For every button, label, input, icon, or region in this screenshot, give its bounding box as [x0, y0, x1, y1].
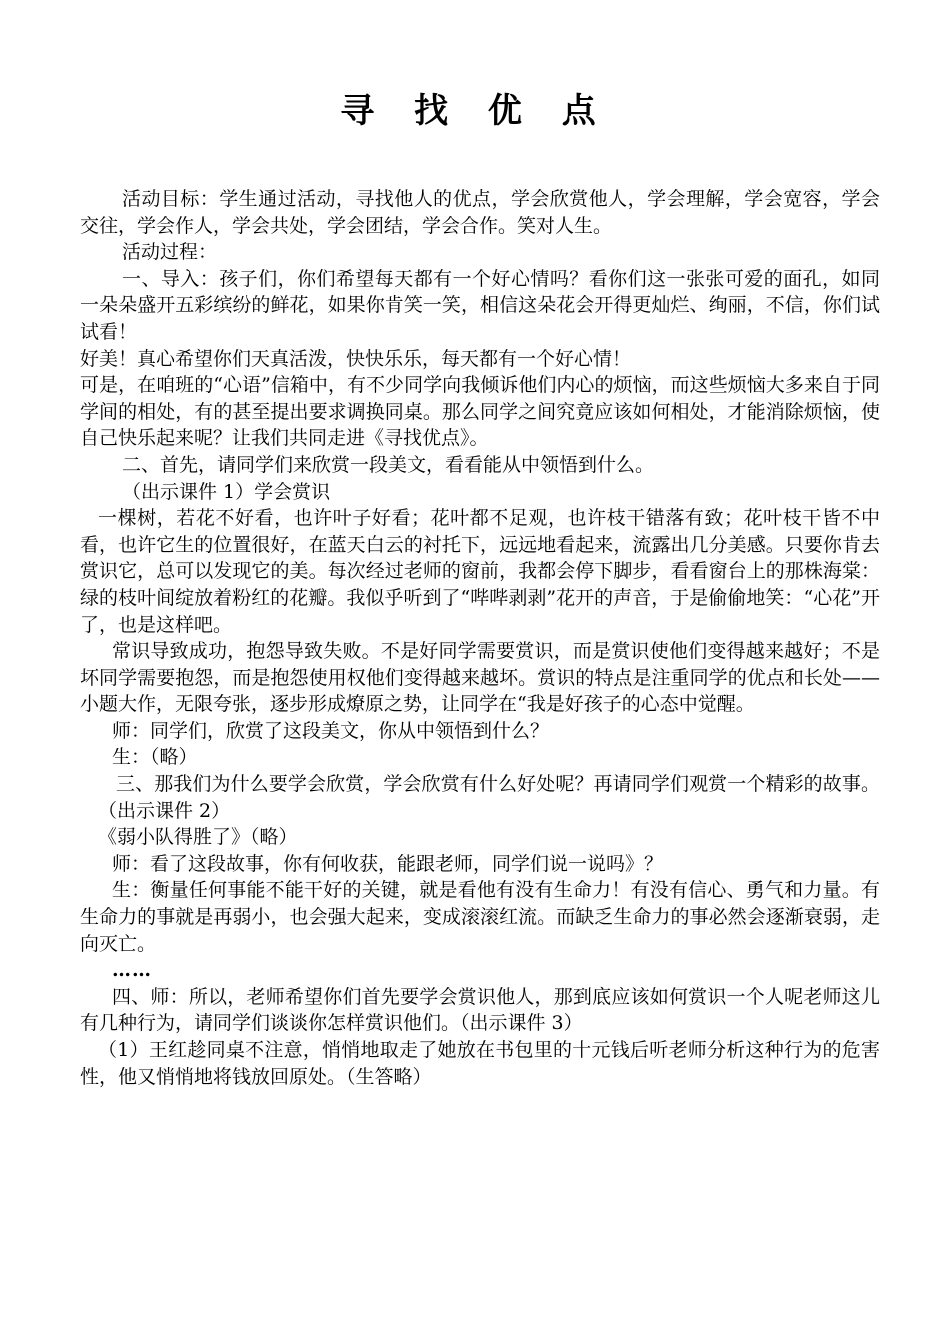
- paragraph-case-one: （1）王红趁同桌不注意，悄悄地取走了她放在书包里的十元钱后听老师分析这种行为的危害性，他又悄悄地将钱放回原处。（生答略）: [80, 1039, 880, 1088]
- paragraph-process-heading: 活动过程：: [122, 241, 218, 264]
- paragraph-teacher-story-question: 师：看了这段故事，你有何收获，能跟老师，同学们说一说吗》？: [112, 852, 664, 875]
- paragraph-intro: 一、导入：孩子们，你们希望每天都有一个好心情吗？看你们这一张张可爱的面孔，如同一朵朵盛开五彩缤纷的鲜花，如果你肯笑一笑，相信这朵花会开得更灿烂、绚丽，不信，你们试试看！: [80, 267, 880, 343]
- paragraph-ellipsis: ……: [112, 959, 152, 982]
- paragraph-slide-one: （出示课件 1）学会赏识: [122, 480, 331, 503]
- paragraph-section-three: 三、那我们为什么要学会欣赏，学会欣赏有什么好处呢？再请同学们观赏一个精彩的故事。（出示课件 2）: [98, 773, 880, 822]
- paragraph-tree: 一棵树，若花不好看，也许叶子好看；花叶都不足观，也许枝干错落有致；花叶枝干皆不中看，也许它生的位置很好，在蓝天白云的衬托下，远远地看起来，流露出几分美感。只要你肯去赏识它，总可以发现它的美。每次经过老师的窗前，我都会停下脚步，看看窗台上的那株海棠：绿的枝叶间绽放着粉红的花瓣。我似乎听到了“哔哔剥剥”花开的声音，于是偷偷地笑：“心花”开了，也是这样吧。: [80, 507, 880, 636]
- document-body: [80, 186, 880, 1090]
- paragraph-student-answer: 生：（略）: [112, 746, 198, 769]
- document-title: 寻 找 优 点: [340, 90, 610, 131]
- paragraph-mailbox: 可是，在咱班的“心语”信箱中，有不少同学向我倾诉他们内心的烦恼，而这些烦恼大多来自于同学间的相处，有的甚至提出要求调换同桌。那么同学之间究竟应该如何相处，才能消除烦恼，使自己快乐起来呢？让我们共同走进《寻找优点》。: [80, 374, 880, 450]
- paragraph-appreciation: 常识导致成功，抱怨导致失败。不是好同学需要赏识，而是赏识使他们变得越来越好；不是坏同学需要抱怨，而是抱怨使用权他们变得越来越坏。赏识的特点是注重同学的优点和长处——小题大作，无限夸张，逐步形成燎原之势，让同学在“我是好孩子的心态中觉醒。: [80, 640, 880, 716]
- paragraph-story-title: 《弱小队得胜了》（略）: [98, 826, 298, 849]
- paragraph-section-four: 四、师：所以，老师希望你们首先要学会赏识他人，那到底应该如何赏识一个人呢老师这儿有几种行为，请同学们谈谈你怎样赏识他们。（出示课件 3）: [80, 985, 880, 1035]
- paragraph-wish: 好美！真心希望你们天真活泼，快快乐乐，每天都有一个好心情！: [80, 347, 632, 370]
- paragraph-section-two: 二、首先，请同学们来欣赏一段美文，看看能从中领悟到什么。: [122, 453, 655, 476]
- paragraph-goal: 活动目标：学生通过活动，寻找他人的优点，学会欣赏他人，学会理解，学会宽容，学会交往，学会作人，学会共处，学会团结，学会合作。笑对人生。: [80, 188, 880, 237]
- paragraph-student-vitality: 生：衡量任何事能不能干好的关键，就是看他有没有生命力！有没有信心、勇气和力量。有生命力的事就是再弱小，也会强大起来，变成滚滚红流。而缺乏生命力的事必然会逐渐衰弱，走向灭亡。: [80, 879, 880, 955]
- paragraph-teacher-question: 师：同学们，欣赏了这段美文，你从中领悟到什么？: [112, 719, 550, 742]
